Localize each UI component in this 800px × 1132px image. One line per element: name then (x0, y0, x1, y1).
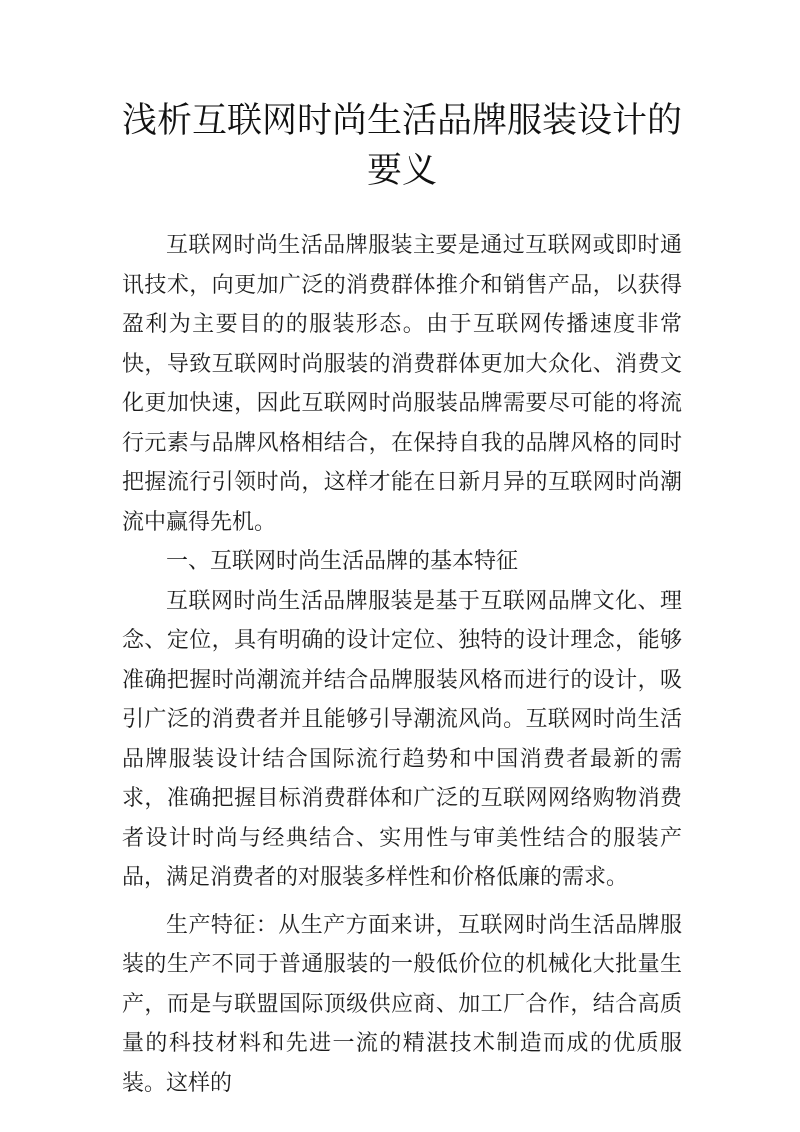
paragraph-gap (122, 898, 682, 906)
section-heading: 一、互联网时尚生活品牌的基本特征 (166, 549, 519, 574)
document-page (122, 96, 682, 1103)
intro-paragraph: 互联网时尚生活品牌服装主要是通过互联网或即时通讯技术，向更加广泛的消费群体推介和销售产品，以获得盈利为主要目的的服装形态。由于互联网传播速度非常快，导致互联网时尚服装的消费群体更加大众化、消费文化更加快速，因此互联网时尚服装品牌需要尽可能的将流行元素与品牌风格相结合，在保持自我的品牌风格的同时把握流行引领时尚，这样才能在日新月异的互联网时尚潮流中赢得先机。 (122, 233, 682, 535)
body-paragraph: 互联网时尚生活品牌服装是基于互联网品牌文化、理念、定位，具有明确的设计定位、独特的设计理念，能够准确把握时尚潮流并结合品牌服装风格而进行的设计，吸引广泛的消费者并且能够引导潮流风尚。互联网时尚生活品牌服装设计结合国际流行趋势和中国消费者最新的需求，准确把握目标消费群体和广泛的互联网网络购物消费者设计时尚与经典结合、实用性与审美性结合的服装产品，满足消费者的对服装多样性和价格低廉的需求。 (122, 588, 682, 890)
document-body (122, 226, 682, 1103)
body-paragraph: 生产特征：从生产方面来讲，互联网时尚生活品牌服装的生产不同于普通服装的一般低价位的机械化大批量生产，而是与联盟国际顶级供应商、加工厂合作，结合高质量的科技材料和先进一流的精湛技术制造而成的优质服装。这样的 (122, 912, 682, 1096)
document-title: 浅析互联网时尚生活品牌服装设计的要义 (122, 101, 683, 191)
